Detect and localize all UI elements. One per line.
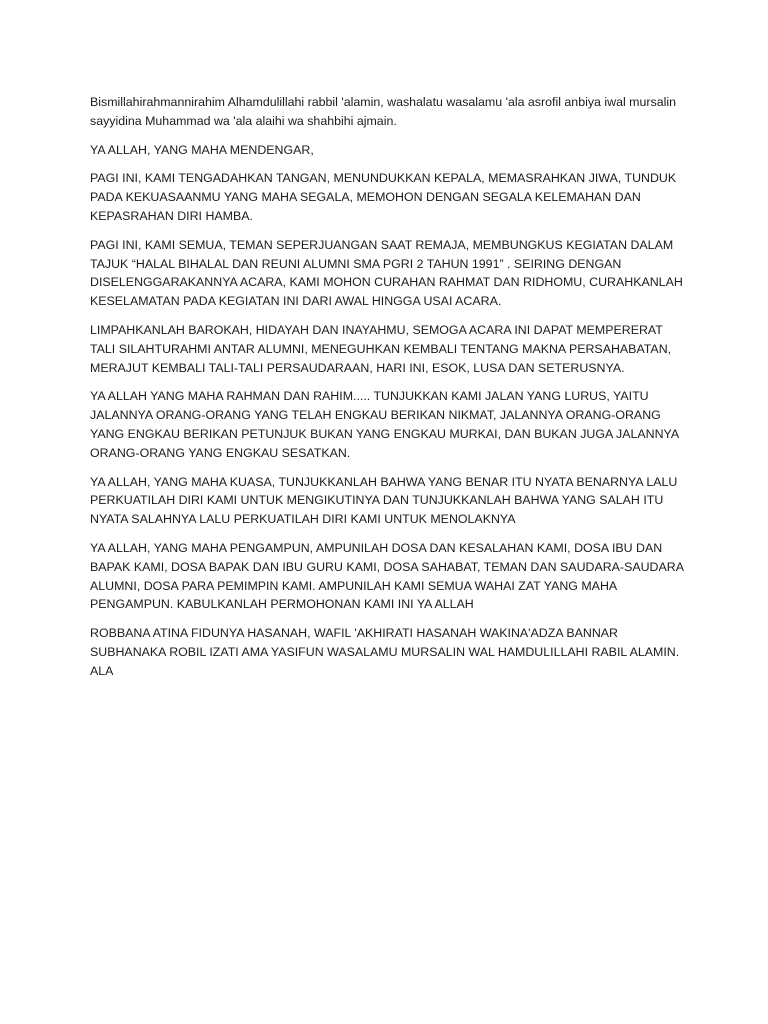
invocation-paragraph: YA ALLAH, YANG MAHA MENDENGAR, (90, 142, 314, 157)
body-paragraph: YA ALLAH YANG MAHA RAHMAN DAN RAHIM..... TUNJUKKAN KAMI JALAN YANG LURUS, YAITU JALANNYA ORANG-ORANG YANG TELAH ENGKAU BERIKAN NIKMAT, JALANNYA ORANG-ORANG YANG ENGKAU BERIKAN PETUNJUK BUKAN YANG ENGKAU MURKAI, DAN BUKAN JUGA JALANNYA ORANG-ORANG YANG ENGKAU SESATKAN. (90, 389, 679, 460)
opening-paragraph: Bismillahirahmannirahim Alhamdulillahi rabbil 'alamin, washalatu wasalamu 'ala asrofil anbiya iwal mursalin sayyidina Muhammad wa 'ala alaihi wa shahbihi ajmain. (90, 95, 676, 128)
document-body (90, 93, 686, 691)
body-paragraph: PAGI INI, KAMI SEMUA, TEMAN SEPERJUANGAN SAAT REMAJA, MEMBUNGKUS KEGIATAN DALAM TAJUK “HALAL BIHALAL DAN REUNI ALUMNI SMA PGRI 2 TAHUN 1991” . SEIRING DENGAN DISELENGGARAKANNYA ACARA, KAMI MOHON CURAHAN RAHMAT DAN RIDHOMU, CURAHKANLAH KESELAMATAN PADA KEGIATAN INI DARI AWAL HINGGA USAI ACARA. (90, 237, 683, 309)
closing-paragraph: ROBBANA ATINA FIDUNYA HASANAH, WAFIL 'AKHIRATI HASANAH WAKINA'ADZA BANNAR SUBHANAKA ROBIL IZATI AMA YASIFUN WASALAMU MURSALIN WAL HAMDULILLAHI RABIL ALAMIN. ALA (90, 626, 680, 678)
body-paragraph: YA ALLAH, YANG MAHA KUASA, TUNJUKKANLAH BAHWA YANG BENAR ITU NYATA BENARNYA LALU PERKUATILAH DIRI KAMI UNTUK MENGIKUTINYA DAN TUNJUKKANLAH BAHWA YANG SALAH ITU NYATA SALAHNYA LALU PERKUATILAH DIRI KAMI UNTUK MENOLAKNYA (90, 474, 678, 527)
body-paragraph: LIMPAHKANLAH BAROKAH, HIDAYAH DAN INAYAHMU, SEMOGA ACARA INI DAPAT MEMPERERAT TALI SILAHTURAHMI ANTAR ALUMNI, MENEGUHKAN KEMBALI TENTANG MAKNA PERSAHABATAN, MERAJUT KEMBALI TALI-TALI PERSAUDARAAN, HARI INI, ESOK, LUSA DAN SETERUSNYA. (90, 322, 672, 375)
body-paragraph: PAGI INI, KAMI TENGADAHKAN TANGAN, MENUNDUKKAN KEPALA, MEMASRAHKAN JIWA, TUNDUK PADA KEKUASAANMU YANG MAHA SEGALA, MEMOHON DENGAN SEGALA KELEMAHAN DAN KEPASRAHAN DIRI HAMBA. (90, 171, 677, 223)
body-paragraph: YA ALLAH, YANG MAHA PENGAMPUN, AMPUNILAH DOSA DAN KESALAHAN KAMI, DOSA IBU DAN BAPAK KAMI, DOSA BAPAK DAN IBU GURU KAMI, DOSA SAHABAT, TEMAN DAN SAUDARA-SAUDARA ALUMNI, DOSA PARA PEMIMPIN KAMI. AMPUNILAH KAMI SEMUA WAHAI ZAT YANG MAHA PENGAMPUN. KABULKANLAH PERMOHONAN KAMI INI YA ALLAH (90, 540, 684, 612)
